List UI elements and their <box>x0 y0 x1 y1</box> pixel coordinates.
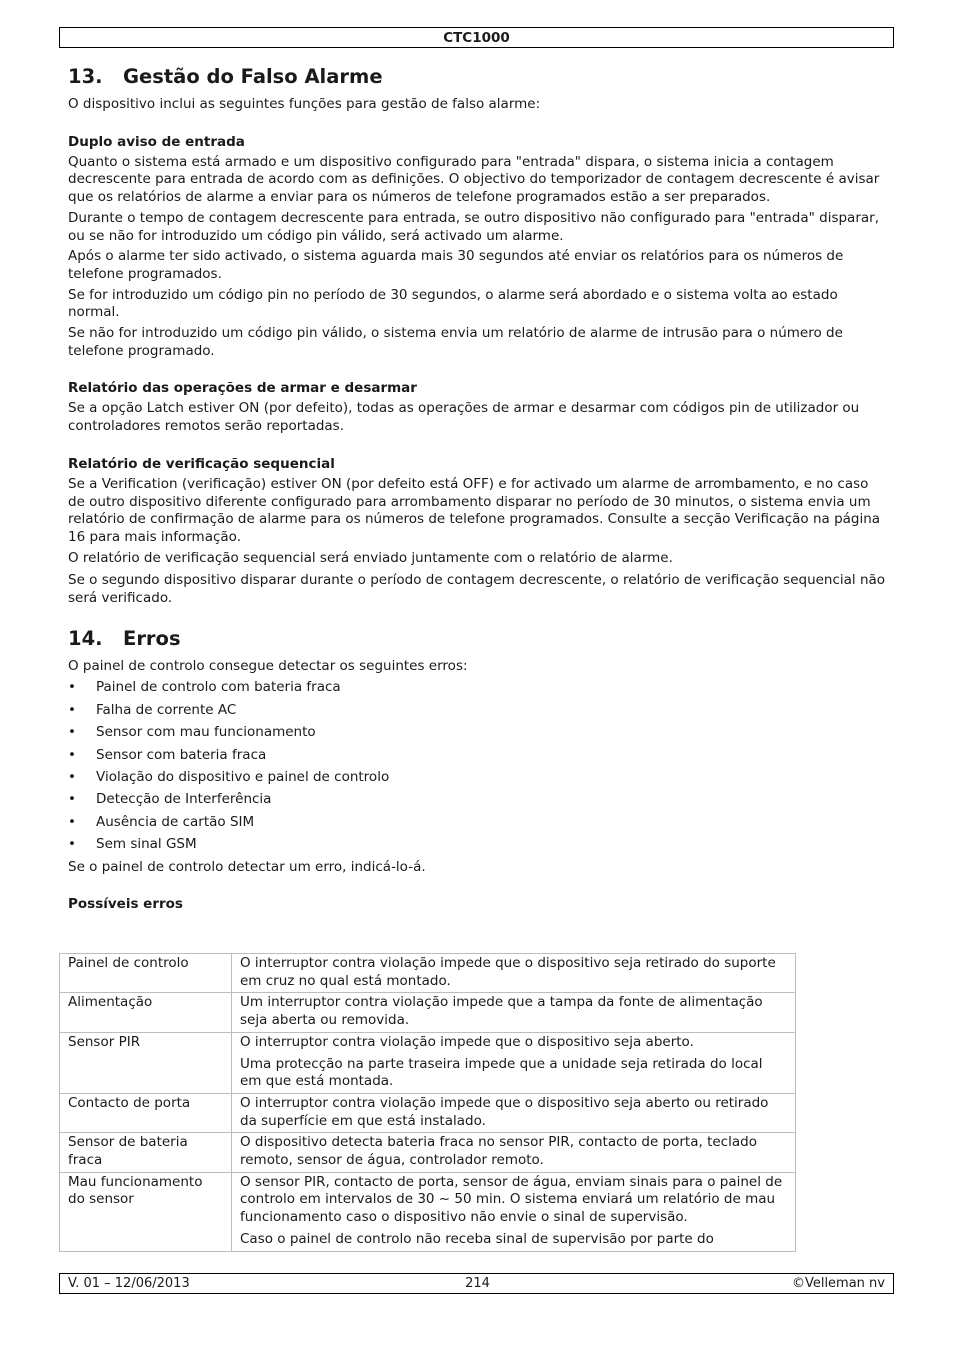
section-14-number: 14. <box>68 626 103 650</box>
footer-copyright: ©Velleman nv <box>791 1276 885 1291</box>
table-row <box>60 1093 796 1132</box>
list-item: • Sensor com bateria fraca <box>68 747 888 765</box>
errors-table <box>59 953 796 1252</box>
cell-paragraph: O interruptor contra violação impede que o dispositivo seja aberto. <box>240 1033 694 1050</box>
table-cell-label: Alimentação <box>60 993 232 1032</box>
list-item: • Violação do dispositivo e painel de controlo <box>68 769 888 787</box>
footer-version: V. 01 – 12/06/2013 <box>68 1276 190 1291</box>
cell-paragraph: Uma protecção na parte traseira impede que a unidade seja retirada do local em que está montada. <box>240 1055 763 1090</box>
table-cell-desc <box>232 1172 796 1251</box>
section-14-title: Erros <box>123 626 181 650</box>
cell-paragraph: O dispositivo detecta bateria fraca no sensor PIR, contacto de porta, teclado remoto, sensor de água, controlador remoto. <box>240 1134 757 1169</box>
list-item: • Sensor com mau funcionamento <box>68 724 888 742</box>
footer-page-number: 214 <box>465 1276 490 1291</box>
table-cell-desc <box>232 954 796 993</box>
table-row <box>60 1133 796 1172</box>
paragraph: O relatório de verificação sequencial será enviado juntamente com o relatório de alarme. <box>68 549 673 566</box>
header-title: CTC1000 <box>443 30 510 46</box>
table-cell-label: Painel de controlo <box>60 954 232 993</box>
paragraph: Se não for introduzido um código pin válido, o sistema envia um relatório de alarme de intrusão para o número de telefone programado. <box>68 325 843 359</box>
section-13-number: 13. <box>68 65 103 88</box>
list-item: • Ausência de cartão SIM <box>68 814 888 832</box>
table-cell-label: Contacto de porta <box>60 1093 232 1132</box>
paragraph: Após o alarme ter sido activado, o sistema aguarda mais 30 segundos até enviar os relatórios para os números de telefone programados. <box>68 248 844 282</box>
paragraph: Durante o tempo de contagem decrescente para entrada, se outro dispositivo não configurado para "entrada" disparar, ou se não for introduzido um código pin válido, será activado um alarme. <box>68 209 879 244</box>
table-row <box>60 1032 796 1093</box>
list-item: • Falha de corrente AC <box>68 702 888 720</box>
table-row <box>60 993 796 1032</box>
table-cell-desc <box>232 1133 796 1172</box>
table-row <box>60 954 796 993</box>
table-cell-desc <box>232 993 796 1032</box>
paragraph: Se a opção Latch estiver ON (por defeito), todas as operações de armar e desarmar com códigos pin de utilizador ou controladores remotos serão reportadas. <box>68 400 860 435</box>
subheading-possiveis-erros: Possíveis erros <box>68 896 183 913</box>
paragraph: Quanto o sistema está armado e um dispositivo configurado para "entrada" dispara, o sistema inicia a contagem decrescente para entrada de acordo com as definições. O objectivo do temporizador de contagem decrescente é avisar que os relatórios de alarme a enviar para os números de telefone programados estão a ser preparados. <box>68 153 880 206</box>
section-14-intro: O painel de controlo consegue detectar os seguintes erros: <box>68 657 468 674</box>
section-13-title: Gestão do Falso Alarme <box>123 65 383 88</box>
subheading-relatorio-verificacao: Relatório de verificação sequencial <box>68 455 335 472</box>
cell-paragraph: Um interruptor contra violação impede que a tampa da fonte de alimentação seja aberta ou removida. <box>240 994 763 1029</box>
table-cell-label: Sensor de bateria fraca <box>60 1133 232 1172</box>
table-row <box>60 1172 796 1251</box>
paragraph: Se o segundo dispositivo disparar durante o período de contagem decrescente, o relatório de verificação sequencial não será verificado. <box>68 572 886 607</box>
section-14-outro: Se o painel de controlo detectar um erro, indicá-lo-á. <box>68 858 426 875</box>
cell-paragraph: O interruptor contra violação impede que o dispositivo seja aberto ou retirado da superfície em que está instalado. <box>240 1094 769 1129</box>
list-item: • Sem sinal GSM <box>68 836 888 854</box>
table-cell-desc <box>232 1093 796 1132</box>
section-13-intro: O dispositivo inclui as seguintes funções para gestão de falso alarme: <box>68 96 541 112</box>
table-cell-label: Mau funcionamento do sensor <box>60 1172 232 1251</box>
paragraph: Se for introduzido um código pin no período de 30 segundos, o alarme será abordado e o sistema volta ao estado normal. <box>68 286 838 321</box>
paragraph: Se a Verification (verificação) estiver ON (por defeito está OFF) e for activado um alarme de arrombamento, e no caso de outro dispositivo diferente configurado para arrombamento disparar no período de 30 minutos, o sistema envia um relatório de confirmação de alarme para os números de telefone programados. Consulte a secção Verificação na página 16 para mais informação. <box>68 475 881 545</box>
cell-paragraph: Caso o painel de controlo não receba sinal de supervisão por parte do <box>240 1230 714 1247</box>
table-cell-desc <box>232 1032 796 1093</box>
cell-paragraph: O interruptor contra violação impede que o dispositivo seja retirado do suporte em cruz no qual está montado. <box>240 955 776 989</box>
page-footer <box>59 1273 894 1294</box>
subheading-relatorio-armar: Relatório das operações de armar e desarmar <box>68 380 417 397</box>
list-item: • Detecção de Interferência <box>68 791 888 809</box>
list-item: • Painel de controlo com bateria fraca <box>68 679 888 697</box>
table-cell-label: Sensor PIR <box>60 1032 232 1093</box>
cell-paragraph: O sensor PIR, contacto de porta, sensor de água, enviam sinais para o painel de controlo em intervalos de 30 ~ 50 min. O sistema enviará um relatório de mau funcionamento caso o dispositivo não envie o sinal de supervisão. <box>240 1173 783 1226</box>
subheading-duplo-aviso: Duplo aviso de entrada <box>68 133 245 150</box>
